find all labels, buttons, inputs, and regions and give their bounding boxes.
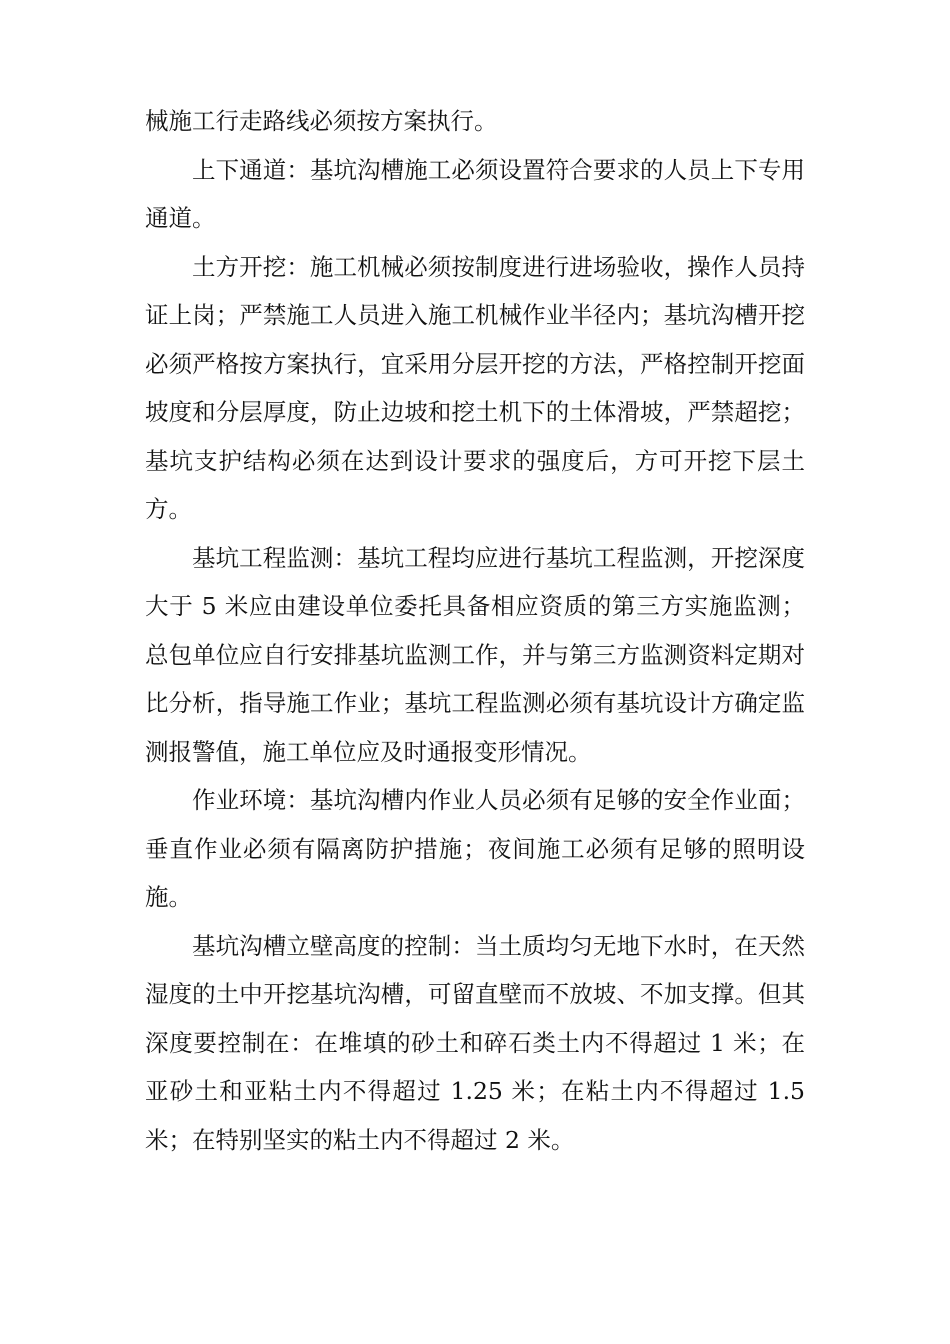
paragraph-continuation: 械施工行走路线必须按方案执行。 (145, 107, 498, 135)
paragraph-wall-height-control: 基坑沟槽立壁高度的控制：当土质均匀无地下水时，在天然湿度的土中开挖基坑沟槽，可留直壁而不放坡、不加支撑。但其深度要控制在：在堆填的砂土和碎石类土内不得超过 1 米；在亚砂土和亚粘土内不得超过 1.25 米；在粘土内不得超过 1.5 米；在特别坚实的粘土内不得超过 2 米。 (145, 931, 805, 1154)
paragraph-access-passage: 上下通道：基坑沟槽施工必须设置符合要求的人员上下专用通道。 (145, 155, 805, 232)
paragraph-earth-excavation: 土方开挖：施工机械必须按制度进行进场验收，操作人员持证上岗；严禁施工人员进入施工机械作业半径内；基坑沟槽开挖必须严格按方案执行，宜采用分层开挖的方法，严格控制开挖面坡度和分层厚度，防止边坡和挖土机下的土体滑坡，严禁超挖；基坑支护结构必须在达到设计要求的强度后，方可开挖下层土方。 (145, 252, 805, 523)
paragraph-work-environment: 作业环境：基坑沟槽内作业人员必须有足够的安全作业面；垂直作业必须有隔离防护措施；夜间施工必须有足够的照明设施。 (145, 786, 805, 911)
paragraph-pit-monitoring: 基坑工程监测：基坑工程均应进行基坑工程监测，开挖深度大于 5 米应由建设单位委托具备相应资质的第三方实施监测；总包单位应自行安排基坑监测工作，并与第三方监测资料定期对比分析，指导施工作业；基坑工程监测必须有基坑设计方确定监测报警值，施工单位应及时通报变形情况。 (145, 543, 805, 766)
document-body (145, 97, 805, 1164)
